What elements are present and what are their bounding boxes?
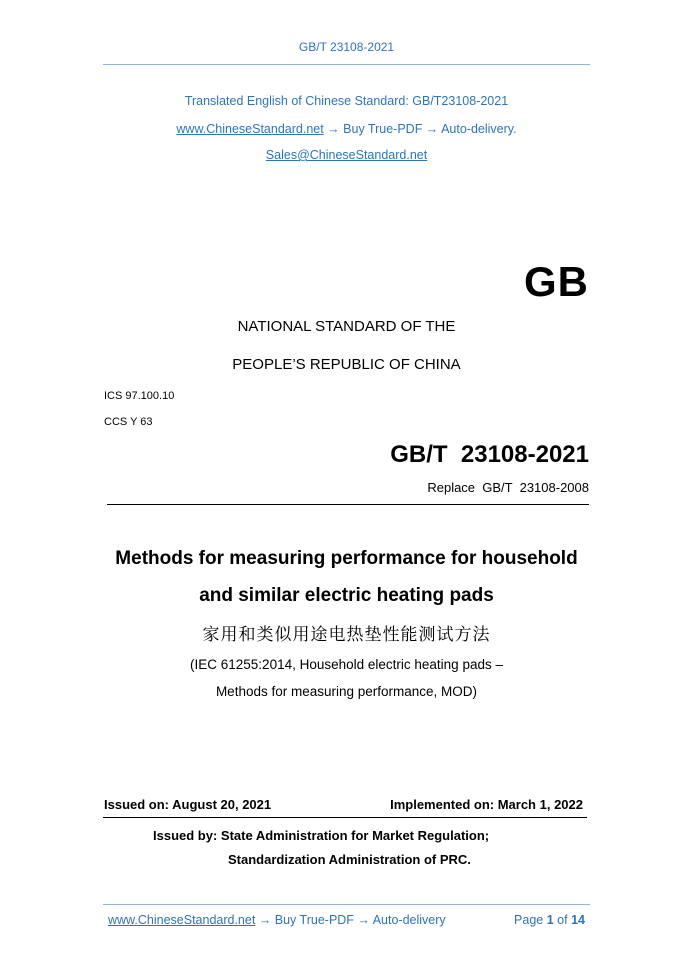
footer-site-link[interactable]: www.ChineseStandard.net (108, 913, 256, 927)
page-current: 1 (546, 913, 554, 927)
site-link[interactable]: www.ChineseStandard.net (176, 122, 324, 136)
replace-note: Replace GB/T 23108-2008 (427, 480, 589, 495)
page-total: 14 (571, 913, 585, 927)
promo-buy-line (0, 122, 693, 136)
national-standard-line2: PEOPLE’S REPUBLIC OF CHINA (232, 356, 461, 373)
issued-on: Issued on: August 20, 2021 (104, 797, 272, 812)
promo-email-line (0, 148, 693, 162)
page-label: Page (514, 913, 544, 927)
iec-line1: (IEC 61255:2014, Household electric heating pads – (190, 657, 503, 672)
title-chinese: 家用和类似用途电热垫性能测试方法 (202, 625, 491, 645)
standard-rule (107, 504, 589, 505)
dates-rule (103, 817, 587, 818)
email-link[interactable]: Sales@ChineseStandard.net (265, 148, 428, 162)
implemented-on: Implemented on: March 1, 2022 (390, 797, 583, 812)
title-line1: Methods for measuring performance for household (115, 548, 578, 569)
promo-line: Translated English of Chinese Standard: GB/T23108-2021 (184, 94, 509, 108)
footer-rule (103, 904, 590, 905)
title-line2: and similar electric heating pads (199, 585, 494, 606)
national-standard-line1: NATIONAL STANDARD OF THE (237, 318, 456, 335)
header-rule (103, 64, 590, 65)
issued-by-line2: Standardization Administration of PRC. (228, 852, 471, 867)
page-of: of (557, 913, 568, 927)
ics-code: ICS 97.100.10 (104, 390, 175, 402)
footer-promo (108, 913, 446, 927)
gb-logo: GB (524, 258, 589, 305)
iec-line2: Methods for measuring performance, MOD) (215, 684, 478, 699)
page-header: GB/T 23108-2021 (298, 40, 395, 54)
buy-text: → Buy True-PDF → Auto-delivery. (323, 122, 517, 136)
standard-number: GB/T 23108-2021 (390, 441, 589, 468)
issued-by-line1: Issued by: State Administration for Market Regulation; (153, 828, 490, 843)
ccs-code: CCS Y 63 (104, 416, 153, 428)
footer-buy-text: → Buy True-PDF → Auto-delivery (255, 913, 446, 927)
page-indicator (514, 913, 585, 927)
